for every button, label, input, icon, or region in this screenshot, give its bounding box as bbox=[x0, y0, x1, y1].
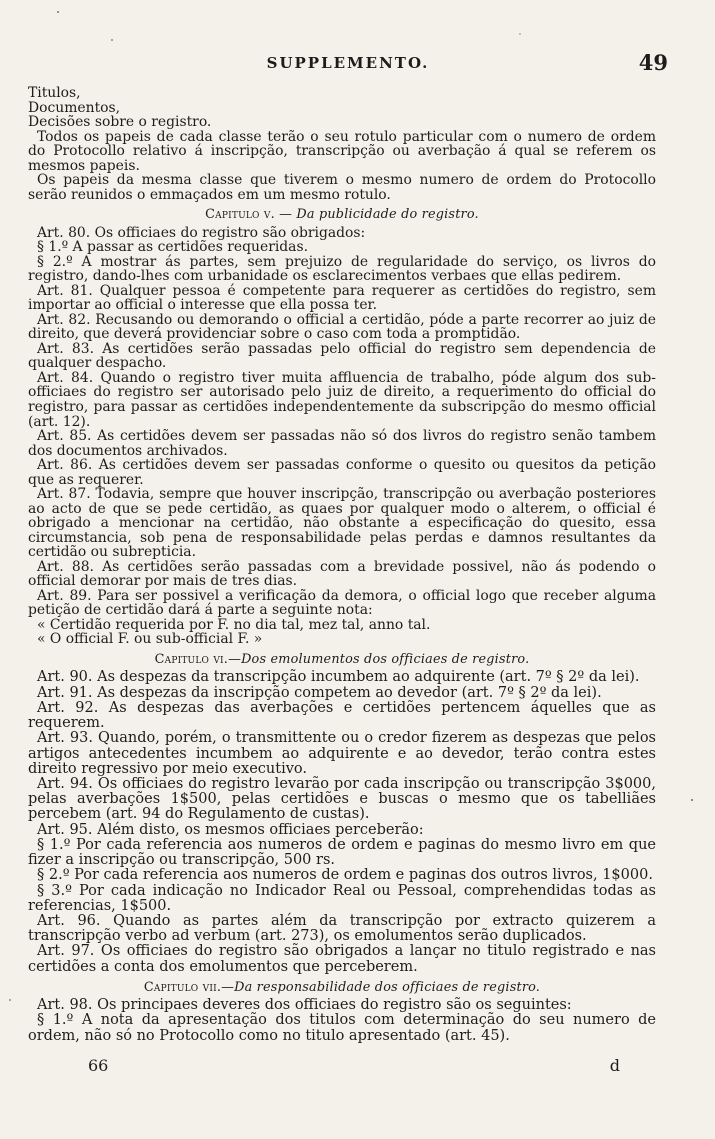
paragraph: Art. 90. As despezas da transcripção incumbem ao adquirente (art. 7º § 2º da lei). bbox=[37, 669, 640, 686]
paragraph: Art. 93. Quando, porém, o transmittente ou o credor fizerem as despezas que pelos artigos antecedentes incumbem ao adquirente e ao devedor, terão contra estes direito regressivo por meio executivo. bbox=[28, 730, 656, 777]
paragraph: Art. 87. Todavia, sempre que houver inscripção, transcripção ou averbação posteriores ao acto de que se pede certidão, as quaes por qualquer modo o alterem, o official é obrigado a mencionar na certidão, não obstante a especificação do quesito, essa circumstancia, sob pena de responsabilidade pelas perdas e damnos resultantes da certidão ou subrepticia. bbox=[28, 486, 656, 561]
paragraph: § 1.º Por cada referencia aos numeros de ordem e paginas do mesmo livro em que fizer a inscripção ou transcripção, 500 rs. bbox=[28, 836, 656, 869]
paragraph: Art. 84. Quando o registro tiver muita affluencia de trabalho, póde algum dos sub-officiaes do registro ser autorisado pelo juiz de direito, a requerimento do official do registro, para passar as certidões independentemente da subscripção do mesmo official (art. 12). bbox=[28, 369, 656, 430]
page-footer bbox=[28, 1056, 668, 1078]
chapter-6-body bbox=[28, 670, 656, 974]
chapter-heading: Capitulo v. — Da publicidade do registro. bbox=[205, 207, 479, 223]
paragraph: Os papeis da mesma classe que tiverem o mesmo numero de ordem do Protocollo serão reunidos o emmaçados em um mesmo rotulo. bbox=[28, 172, 656, 203]
page-number: 49 bbox=[638, 50, 668, 75]
chapter-title: Dos emolumentos dos officiaes de registro. bbox=[241, 652, 530, 668]
paragraph: Art. 85. As certidões devem ser passadas não só dos livros do registro senão tambem dos documentos archivados. bbox=[28, 428, 656, 459]
signature-mark: 66 bbox=[88, 1056, 109, 1075]
paragraph: Todos os papeis de cada classe terão o seu rotulo particular com o numero de ordem do Protocollo relativo á inscripção, transcripção ou averbação á qual se referem os mesmos papeis. bbox=[28, 128, 656, 174]
chapter-label: Capitulo vi. bbox=[154, 652, 229, 668]
paragraph: § 2.º Por cada referencia aos numeros de ordem e paginas dos outros livros, 1$000. bbox=[37, 867, 653, 884]
paragraph: Art. 82. Recusando ou demorando o official a certidão, póde a parte recorrer ao juiz de direito, que deverá providenciar sobre o caso com toda a promptidão. bbox=[28, 311, 656, 343]
paragraph: Art. 95. Além disto, os mesmos officiaes perceberão: bbox=[37, 821, 424, 838]
paragraph: § 1.º A nota da apresentação dos titulos com determinação do seu numero de ordem, não só no Protocollo como no titulo apresentado (art. 45). bbox=[28, 1012, 656, 1044]
running-title: SUPPLEMENTO. bbox=[266, 54, 430, 72]
chapter-heading: Capitulo vi.—Dos emolumentos dos officiaes de registro. bbox=[154, 652, 530, 668]
chapter-7-body bbox=[28, 998, 656, 1044]
chapter-label: Capitulo vii. bbox=[143, 979, 222, 995]
paragraph: Art. 80. Os officiaes do registro são obrigados: bbox=[37, 224, 366, 241]
page-body bbox=[28, 86, 656, 1044]
paragraph: Art. 88. As certidões serão passadas com a brevidade possivel, não ás podendo o official demorar por mais de tres dias. bbox=[28, 558, 656, 590]
paragraph: Art. 96. Quando as partes além da transcripção por extracto quizerem a transcripção verbo ad verbum (art. 273), os emolumentos serão duplicados. bbox=[28, 912, 656, 945]
chapter-title: Da publicidade do registro. bbox=[296, 207, 479, 223]
list-line: Titulos, bbox=[28, 85, 81, 101]
paragraph: Art. 89. Para ser possivel a verificação da demora, o official logo que receber alguma petição de certidão dará á parte a seguinte nota: bbox=[28, 587, 656, 619]
chapter-5-body bbox=[28, 226, 656, 647]
paragraph: § 3.º Por cada indicação no Indicador Real ou Pessoal, comprehendidas todas as referencias, 1$500. bbox=[28, 882, 656, 914]
paragraph: Art. 91. As despezas da inscripção competem ao devedor (art. 7º § 2º da lei). bbox=[37, 684, 602, 701]
paragraph: Art. 81. Qualquer pessoa é competente para requerer as certidões do registro, sem importar ao official o interesse que ella possa ter. bbox=[28, 282, 656, 314]
paragraph: Art. 83. As certidões serão passadas pelo official do registro sem dependencia de qualquer despacho. bbox=[28, 340, 656, 372]
signature-letter: d bbox=[609, 1056, 620, 1075]
paragraph: « O official F. ou sub-official F. » bbox=[37, 631, 263, 648]
chapter-heading: Capitulo vii.—Da responsabilidade dos officiaes de registro. bbox=[143, 979, 541, 995]
list-line: Documentos, bbox=[28, 99, 121, 116]
page-header bbox=[28, 50, 668, 74]
paragraph: Art. 86. As certidões devem ser passadas conforme o quesito ou quesitos da petição que as requerer. bbox=[28, 457, 656, 488]
paragraph: Art. 97. Os officiaes do registro são obrigados a lançar no titulo registrado e nas certidões a conta dos emolumentos que perceberem. bbox=[28, 943, 656, 975]
paragraph: § 2.º A mostrar ás partes, sem prejuizo de regularidade do serviço, os livros do registro, dando-lhes com urbanidade os esclarecimentos verbaes que ellas pedirem. bbox=[28, 253, 656, 285]
paragraph: Art. 94. Os officiaes do registro levarão por cada inscripção ou transcripção 3$000, pelas averbações 1$500, pelas certidões e buscas o mesmo que os tabelliães percebem (art. 94 do Regulamento de custas). bbox=[28, 775, 656, 823]
list-line: Decisões sobre o registro. bbox=[28, 114, 212, 131]
paragraph: § 1.º A passar as certidões requeridas. bbox=[37, 239, 309, 256]
paragraph: Art. 92. As despezas das averbações e certidões pertencem áquelles que as requerem. bbox=[28, 699, 656, 732]
paragraph: Art. 98. Os principaes deveres dos officiaes do registro são os seguintes: bbox=[37, 997, 572, 1014]
chapter-title: Da responsabilidade dos officiaes de registro. bbox=[234, 979, 541, 995]
paragraph: « Certidão requerida por F. no dia tal, mez tal, anno tal. bbox=[37, 616, 431, 633]
chapter-label: Capitulo v. bbox=[205, 207, 275, 223]
